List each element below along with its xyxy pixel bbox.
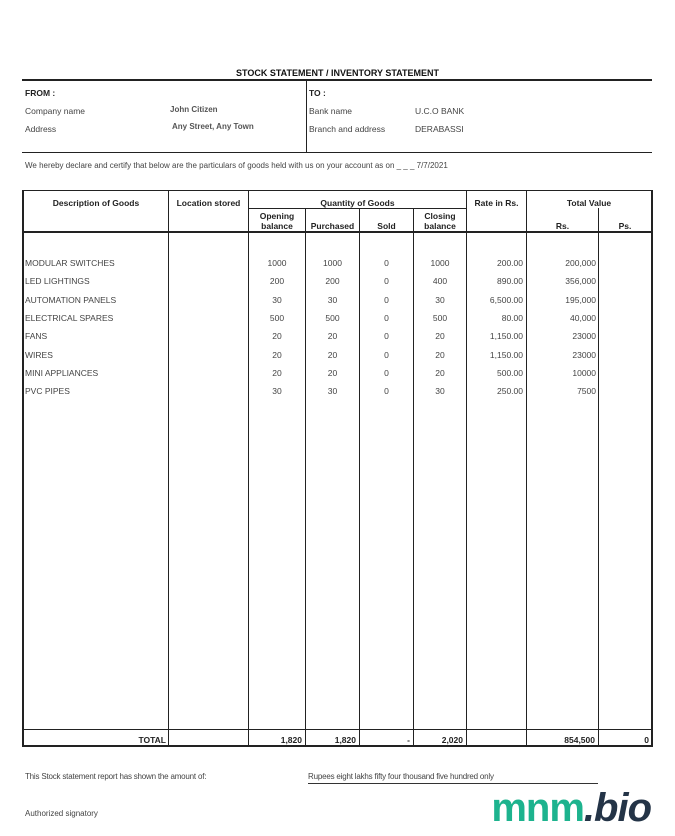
cell-closing: 500 [432, 312, 448, 323]
cell-purchased: 20 [327, 367, 338, 378]
header-ps: Ps. [618, 221, 632, 231]
cell-rate: 6,500.00 [489, 294, 523, 305]
cell-sold: 0 [384, 312, 389, 323]
col-line-left [22, 190, 24, 747]
cell-closing: 20 [435, 349, 445, 360]
col-line-desc [168, 190, 169, 747]
cell-rate: 500.00 [497, 367, 523, 378]
watermark-part2: .bio [583, 786, 651, 830]
cell-rs: 23000 [572, 349, 596, 360]
amount-label: This Stock statement report has shown the amount of: [25, 772, 207, 781]
signatory-label: Authorized signatory [25, 809, 98, 818]
cell-closing: 30 [435, 294, 445, 305]
header-closing-2: balance [424, 221, 456, 231]
col-line-purchased [359, 208, 360, 747]
company-label: Company name [25, 106, 86, 116]
cell-opening: 1000 [267, 258, 287, 268]
amount-words: Rupees eight lakhs fifty four thousand five hundred only [308, 772, 494, 781]
cell-opening: 20 [272, 367, 282, 378]
header-opening-1: Opening [259, 211, 295, 221]
cell-opening: 30 [272, 294, 282, 305]
header-quantity: Quantity of Goods [320, 198, 395, 208]
cell-desc: MODULAR SWITCHES [25, 258, 115, 268]
cell-sold: 0 [384, 276, 389, 287]
cell-rs: 23000 [572, 331, 596, 342]
col-line-closing [466, 190, 467, 747]
total-top-border [22, 729, 652, 730]
cell-rs: 195,000 [565, 294, 596, 305]
cell-desc: MINI APPLIANCES [25, 367, 99, 378]
cell-desc: ELECTRICAL SPARES [25, 312, 114, 323]
cell-purchased: 20 [327, 349, 338, 360]
branch-label: Branch and address [309, 124, 386, 134]
cell-sold: 0 [384, 331, 389, 342]
cell-desc: LED LIGHTINGS [25, 276, 90, 287]
page-title: STOCK STATEMENT / INVENTORY STATEMENT [235, 68, 439, 78]
table-bottom-border [22, 745, 652, 747]
cell-sold: 0 [384, 258, 389, 268]
total-opening: 1,820 [280, 735, 302, 745]
col-line-right [651, 190, 653, 747]
bank-value: U.C.O BANK [415, 106, 465, 116]
total-rs: 854,500 [564, 735, 595, 745]
col-line-sold [413, 208, 414, 747]
cell-rate: 1,150.00 [489, 331, 523, 342]
cell-sold: 0 [384, 367, 389, 378]
cell-rs: 40,000 [570, 312, 596, 323]
cell-purchased: 30 [327, 386, 338, 397]
col-line-location [248, 190, 249, 747]
from-to-rule [22, 152, 652, 153]
cell-desc: FANS [25, 331, 48, 342]
header-rs: Rs. [555, 221, 570, 231]
cell-closing: 20 [435, 367, 445, 378]
company-value: John Citizen [170, 105, 218, 114]
cell-desc: PVC PIPES [25, 386, 70, 397]
cell-rs: 7500 [577, 386, 596, 397]
title-rule [22, 79, 652, 81]
address-value: Any Street, Any Town [172, 122, 254, 131]
cell-purchased: 500 [325, 312, 340, 323]
header-total-value: Total Value [566, 198, 612, 208]
cell-closing: 1000 [430, 258, 450, 268]
col-line-rate [526, 190, 527, 747]
cell-opening: 20 [272, 349, 282, 360]
cell-desc: WIRES [25, 349, 53, 360]
total-purchased: 1,820 [334, 735, 356, 745]
cell-purchased: 30 [327, 294, 338, 305]
cell-rate: 890.00 [497, 276, 523, 287]
cell-opening: 30 [272, 386, 282, 397]
header-rate: Rate in Rs. [474, 198, 519, 208]
watermark-part1: mnm [491, 786, 584, 830]
cell-desc: AUTOMATION PANELS [25, 294, 117, 305]
cell-sold: 0 [384, 349, 389, 360]
cell-purchased: 20 [327, 331, 338, 342]
to-heading: TO : [309, 88, 326, 98]
from-heading: FROM : [25, 88, 56, 98]
bank-label: Bank name [309, 106, 352, 116]
cell-rate: 80.00 [501, 312, 523, 323]
branch-value: DERABASSI [415, 124, 464, 134]
header-purchased: Purchased [310, 221, 355, 231]
header-description: Description of Goods [52, 198, 140, 208]
cell-sold: 0 [384, 294, 389, 305]
cell-opening: 500 [269, 312, 285, 323]
header-opening-2: balance [261, 221, 293, 231]
cell-sold: 0 [384, 386, 389, 397]
header-sold: Sold [377, 221, 396, 231]
header-bottom-border [22, 231, 652, 233]
header-closing-1: Closing [424, 211, 456, 221]
from-to-divider [306, 80, 307, 153]
cell-rate: 1,150.00 [489, 349, 523, 360]
cell-rs: 356,000 [565, 276, 596, 287]
declaration-text: We hereby declare and certify that below are the particulars of goods held with us on your account as on _ _ _ 7/7/2021 [25, 161, 448, 170]
cell-rs: 200,000 [565, 258, 596, 268]
col-line-rs [598, 208, 599, 747]
total-label: TOTAL [138, 735, 166, 745]
cell-closing: 30 [435, 386, 445, 397]
cell-opening: 20 [272, 331, 282, 342]
cell-closing: 400 [432, 276, 448, 287]
quantity-subheader-rule [248, 208, 466, 209]
total-closing: 2,020 [441, 735, 463, 745]
cell-rate: 200.00 [497, 258, 523, 268]
address-label: Address [25, 124, 57, 134]
cell-rate: 250.00 [497, 386, 523, 397]
cell-purchased: 1000 [323, 258, 342, 268]
col-line-opening [305, 208, 306, 747]
total-sold: - [407, 735, 410, 745]
header-location: Location stored [176, 198, 241, 208]
watermark-logo [491, 788, 651, 828]
cell-opening: 200 [269, 276, 285, 287]
amount-underline [308, 783, 598, 784]
cell-closing: 20 [435, 331, 445, 342]
cell-rs: 10000 [572, 367, 596, 378]
total-ps: 0 [644, 735, 649, 745]
table-top-border [22, 190, 652, 191]
cell-purchased: 200 [325, 276, 340, 287]
